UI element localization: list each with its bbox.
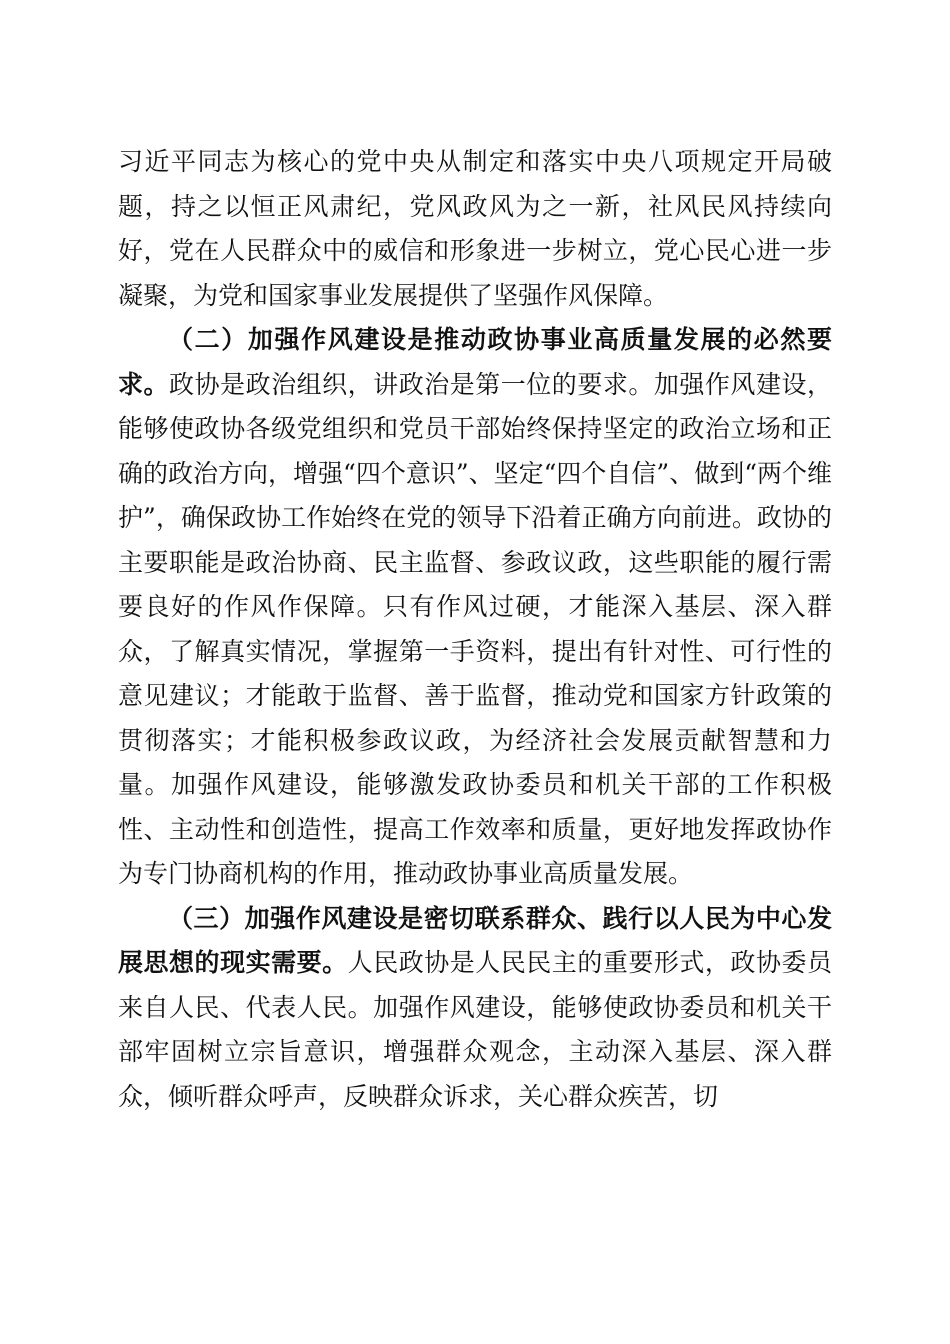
document-body (118, 140, 832, 1119)
paragraph-section-3 (118, 897, 832, 1120)
paragraph-section-2 (118, 318, 832, 897)
paragraph-continuation (118, 140, 832, 318)
paragraph-body: 习近平同志为核心的党中央从制定和落实中央八项规定开局破题，持之以恒正风肃纪，党风政风为之一新，社风民风持续向好，党在人民群众中的威信和形象进一步树立，党心民心进一步凝聚，为党和国家事业发展提供了坚强作风保障。 (118, 147, 832, 310)
section-heading: （二）加强作风建设是推动政协事业高质量发展的必然要求。 (118, 325, 832, 399)
section-heading: （三）加强作风建设是密切联系群众、践行以人民为中心发展思想的现实需要。 (118, 903, 832, 977)
paragraph-body: 政协是政治组织，讲政治是第一位的要求。加强作风建设，能够使政协各级党组织和党员干部始终保持坚定的政治立场和正确的政治方向，增强“四个意识”、坚定“四个自信”、做到“两个维护”，确保政协工作始终在党的领导下沿着正确方向前进。政协的主要职能是政治协商、民主监督、参政议政，这些职能的履行需要良好的作风作保障。只有作风过硬，才能深入基层、深入群众，了解真实情况，掌握第一手资料，提出有针对性、可行性的意见建议；才能敢于监督、善于监督，推动党和国家方针政策的贯彻落实；才能积极参政议政，为经济社会发展贡献智慧和力量。加强作风建设，能够激发政协委员和机关干部的工作积极性、主动性和创造性，提高工作效率和质量，更好地发挥政协作为专门协商机构的作用，推动政协事业高质量发展。 (118, 369, 832, 888)
paragraph-body: 人民政协是人民民主的重要形式，政协委员来自人民、代表人民。加强作风建设，能够使政协委员和机关干部牢固树立宗旨意识，增强群众观念，主动深入基层、深入群众，倾听群众呼声，反映群众诉求，关心群众疾苦，切 (118, 948, 832, 1111)
